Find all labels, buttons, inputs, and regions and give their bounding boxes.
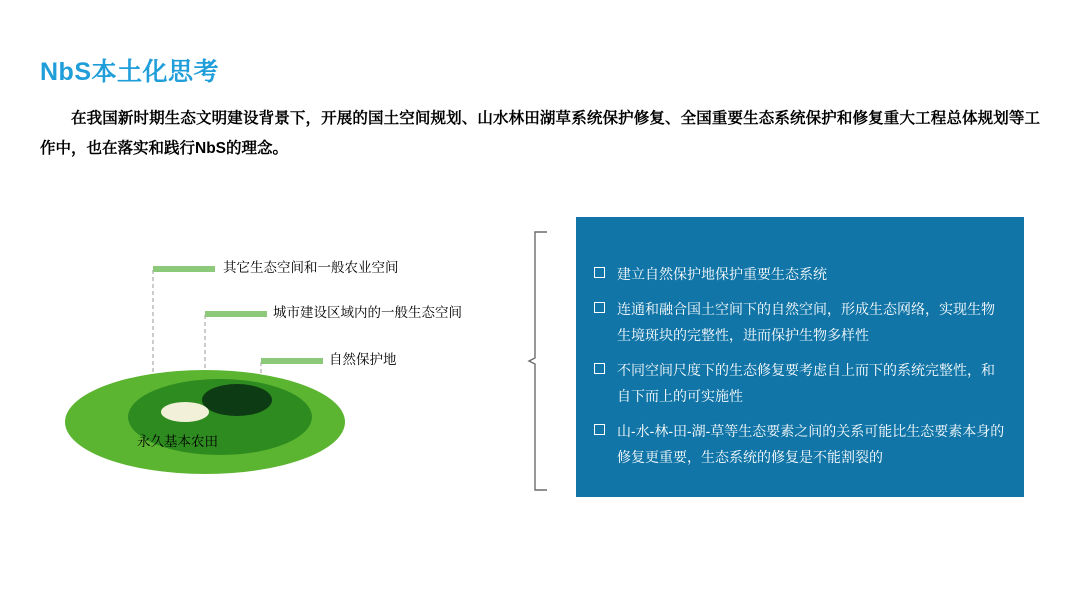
list-item-text: 山-水-林-田-湖-草等生态要素之间的关系可能比生态要素本身的修复更重要，生态系统的修复是不能割裂的 — [617, 423, 1005, 465]
list-item — [594, 418, 1006, 470]
square-bullet-icon — [594, 302, 605, 313]
square-bullet-icon — [594, 363, 605, 374]
list-item — [594, 261, 1006, 287]
diagram-label-2: 城市建设区域内的一般生态空间 — [273, 305, 462, 320]
curly-bracket — [527, 230, 549, 492]
list-item — [594, 357, 1006, 409]
diagram-label-3: 自然保护地 — [329, 352, 397, 367]
square-bullet-icon — [594, 267, 605, 278]
body-paragraph: 在我国新时期生态文明建设背景下，开展的国土空间规划、山水林田湖草系统保护修复、全国重要生态系统保护和修复重大工程总体规划等工作中，也在落实和践行NbS的理念。 — [40, 110, 1040, 157]
inner-ellipse — [202, 384, 272, 416]
farmland-ellipse — [161, 402, 209, 422]
list-item-text: 建立自然保护地保护重要生态系统 — [617, 266, 827, 282]
key-points-list — [594, 261, 1006, 479]
list-item-text: 连通和融合国土空间下的自然空间，形成生态网络，实现生物生境斑块的完整性，进而保护生物多样性 — [617, 301, 995, 343]
marker-bar-1 — [153, 266, 215, 272]
ecology-diagram — [55, 225, 555, 505]
page-title: NbS本土化思考 — [40, 58, 220, 86]
key-points-panel — [576, 217, 1024, 497]
marker-bar-3 — [261, 358, 323, 364]
list-item — [594, 296, 1006, 348]
square-bullet-icon — [594, 424, 605, 435]
diagram-label-4: 永久基本农田 — [137, 434, 218, 449]
diagram-label-1: 其它生态空间和一般农业空间 — [223, 260, 399, 275]
list-item-text: 不同空间尺度下的生态修复要考虑自上而下的系统完整性，和自下而上的可实施性 — [617, 362, 995, 404]
marker-bar-2 — [205, 311, 267, 317]
